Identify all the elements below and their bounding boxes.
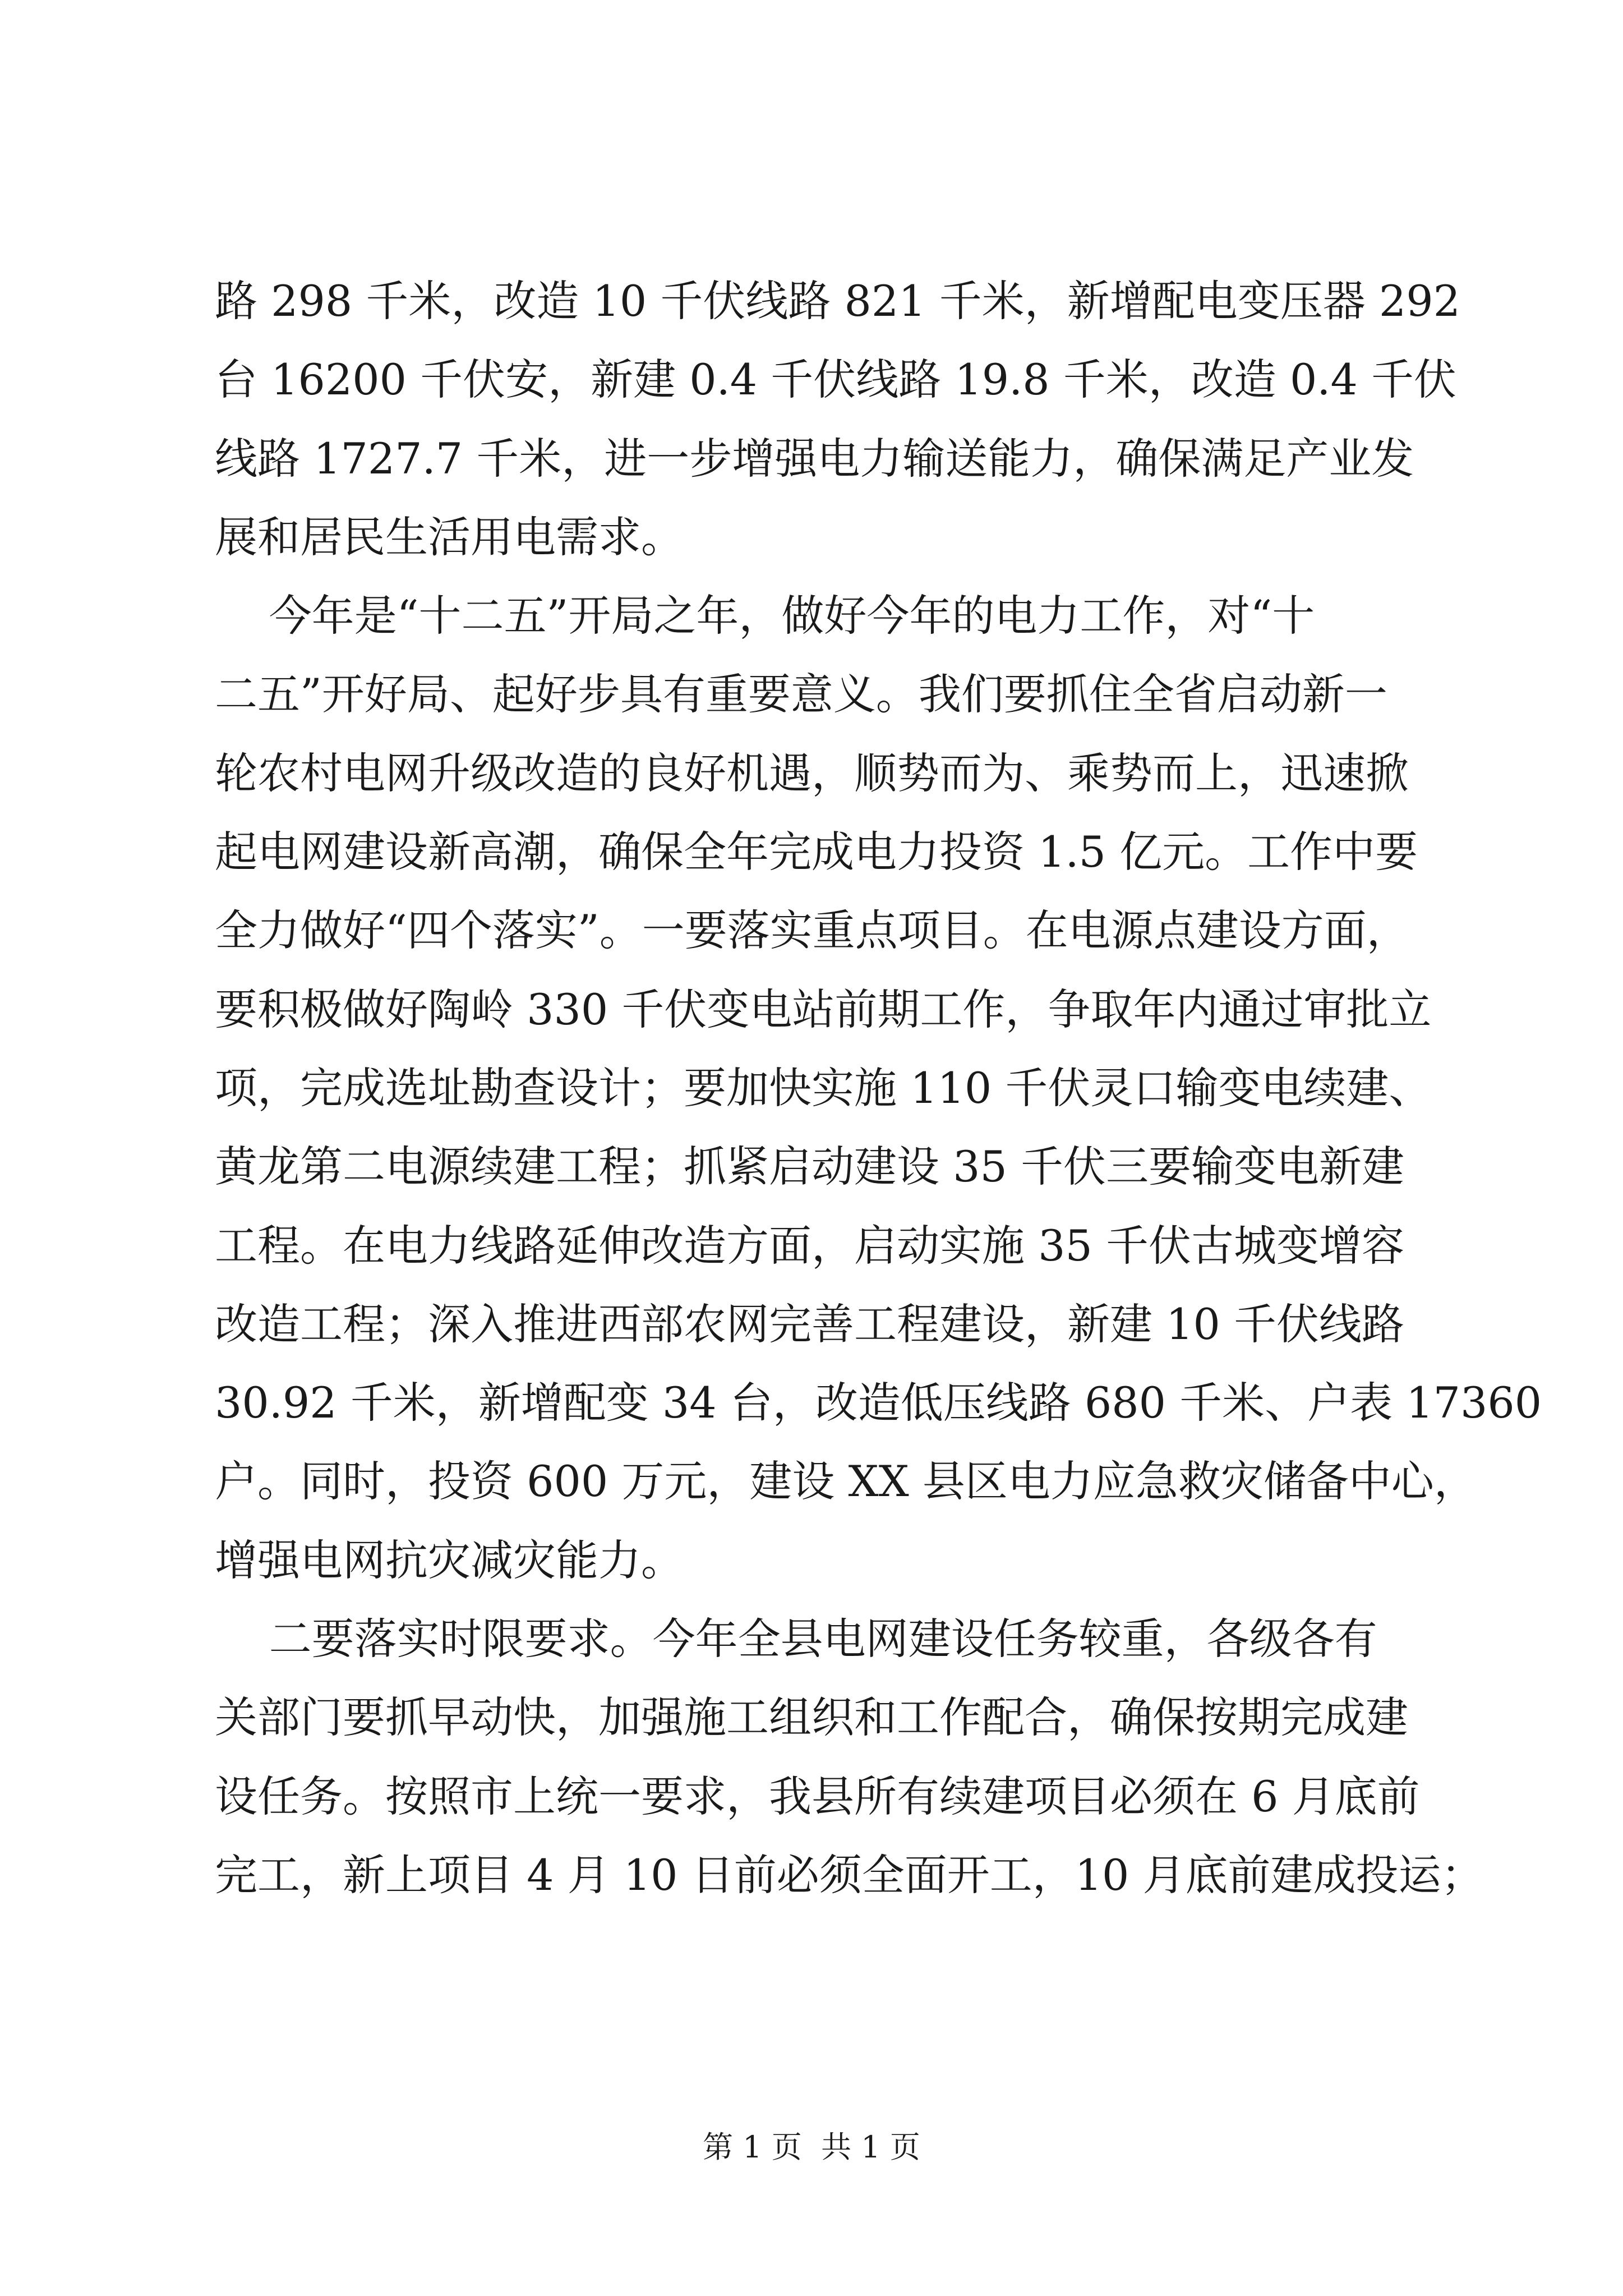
text-line: 关部门要抓早动快，加强施工组织和工作配合，确保按期完成建 [215,1692,1408,1743]
text-line: 全力做好“四个落实”。一要落实重点项目。在电源点建设方面， [215,905,1409,956]
text-line: 项，完成选址勘查设计；要加快实施 110 千伏灵口输变电续建、 [215,1062,1432,1113]
text-line: 路 298 千米，改造 10 千伏线路 821 千米，新增配电变压器 292 [215,276,1460,326]
text-line: 轮农村电网升级改造的良好机遇，顺势而为、乘势而上，迅速掀 [215,748,1408,798]
text-line: 今年是“十二五”开局之年，做好今年的电力工作，对“十 [215,591,1315,641]
text-line: 黄龙第二电源续建工程；抓紧启动建设 35 千伏三要输变电新建 [215,1142,1405,1192]
text-line: 台 16200 千伏安，新建 0.4 千伏线路 19.8 千米，改造 0.4 千伏 [215,355,1456,405]
text-line: 线路 1727.7 千米，进一步增强电力输送能力，确保满足产业发 [215,433,1414,484]
text-line: 工程。在电力线路延伸改造方面，启动实施 35 千伏古城变增容 [215,1220,1405,1271]
text-line: 30.92 千米，新增配变 34 台，改造低压线路 680 千米、户表 17360 [215,1378,1542,1428]
text-line: 改造工程；深入推进西部农网完善工程建设，新建 10 千伏线路 [215,1299,1405,1349]
text-line: 二要落实时限要求。今年全县电网建设任务较重，各级各有 [215,1614,1377,1664]
page-footer: 第 1 页 共 1 页 [703,2129,920,2165]
text-line: 起电网建设新高潮，确保全年完成电力投资 1.5 亿元。工作中要 [215,827,1418,877]
text-line: 要积极做好陶岭 330 千伏变电站前期工作，争取年内通过审批立 [215,984,1432,1034]
text-line: 户。同时，投资 600 万元，建设 XX 县区电力应急救灾储备中心， [215,1456,1477,1507]
body-text [215,262,1542,1915]
text-line: 完工，新上项目 4 月 10 日前必须全面开工，10 月底前建成投运； [215,1849,1484,1900]
text-line: 增强电网抗灾减灾能力。 [215,1535,684,1585]
text-line: 设任务。按照市上统一要求，我县所有续建项目必须在 6 月底前 [215,1771,1420,1821]
text-line: 二五”开好局、起好步具有重要意义。我们要抓住全省启动新一 [215,669,1387,720]
text-line: 展和居民生活用电需求。 [215,512,684,562]
